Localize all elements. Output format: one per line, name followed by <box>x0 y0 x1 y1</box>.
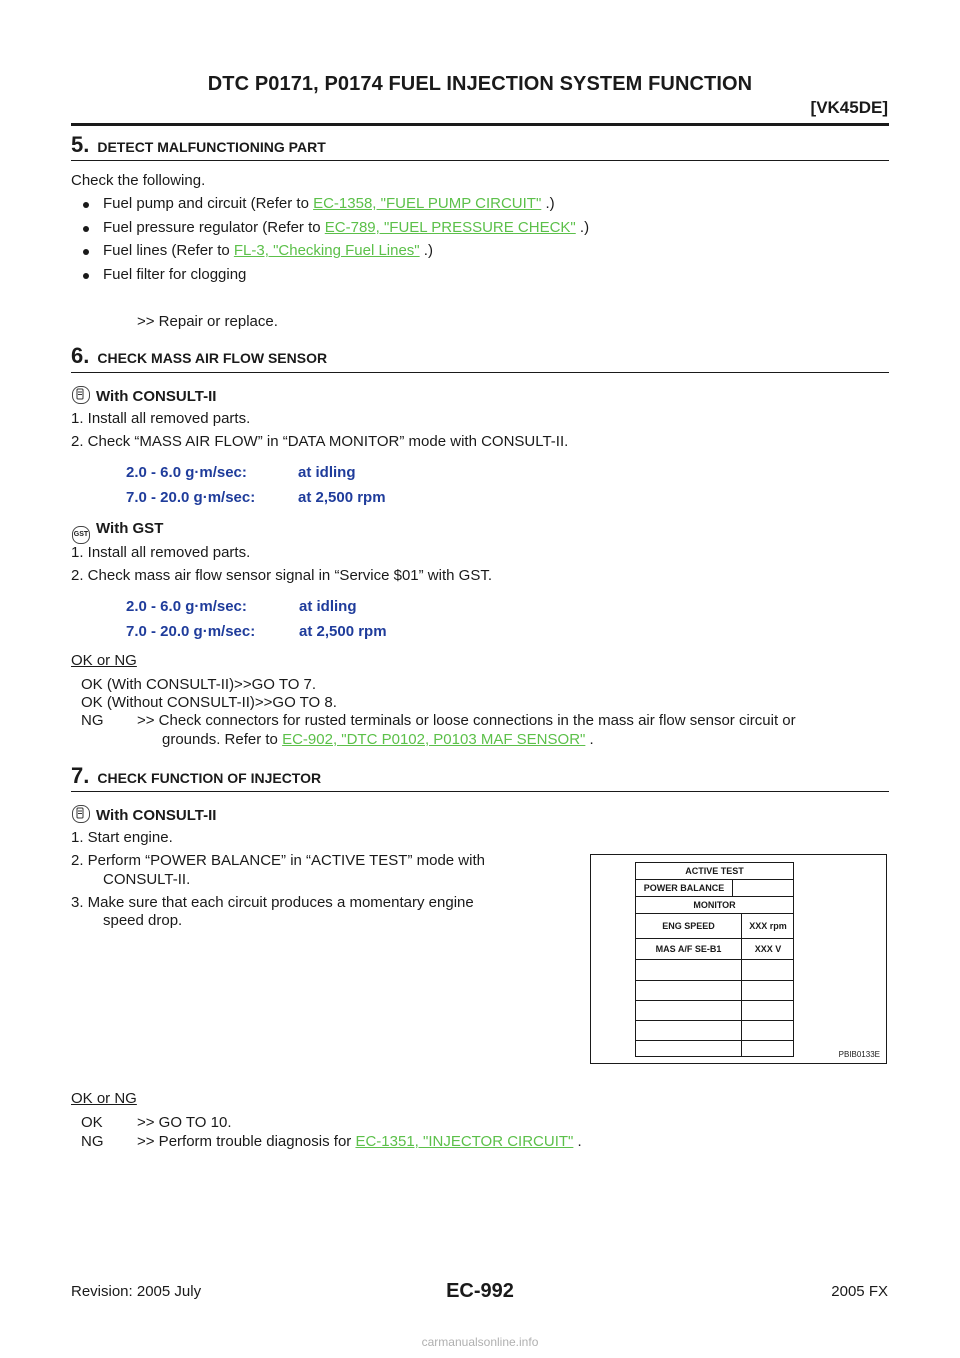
step-5-number: 5. <box>71 132 90 157</box>
step-7-title: CHECK FUNCTION OF INJECTOR <box>97 770 322 786</box>
spec-condition: at 2,500 rpm <box>298 489 386 506</box>
table-row <box>636 981 793 1001</box>
step-6-heading <box>71 343 327 369</box>
spec-value: 2.0 - 6.0 g·m/sec: <box>126 464 247 481</box>
step-6-title: CHECK MASS AIR FLOW SENSOR <box>97 350 328 366</box>
table-row <box>636 1021 793 1041</box>
revision-date: Revision: 2005 July <box>71 1283 202 1300</box>
monitor-label: MONITOR <box>693 900 736 910</box>
consult-screen <box>635 862 794 1057</box>
active-test-figure <box>590 854 887 1064</box>
gst-step-2: 2. Check mass air flow sensor signal in “Service $01” with GST. <box>71 567 492 584</box>
ok-result-text: >> GO TO 10. <box>137 1114 232 1131</box>
step-5-heading <box>71 132 326 158</box>
link-fuel-pump-circuit[interactable]: EC-1358, "FUEL PUMP CIRCUIT" <box>313 195 542 212</box>
consult-icon <box>72 805 90 823</box>
step-5-rule <box>71 160 889 161</box>
gst-label: GST With GST <box>72 520 163 544</box>
step-7-item-2-cont: CONSULT-II. <box>103 871 191 888</box>
consult-step-1: 1. Install all removed parts. <box>71 410 251 427</box>
spec-value: 7.0 - 20.0 g·m/sec: <box>126 489 256 506</box>
engine-code: [VK45DE] <box>810 98 888 117</box>
page-number: EC-992 <box>446 1280 514 1302</box>
spec-value: 2.0 - 6.0 g·m/sec: <box>126 598 247 615</box>
link-maf-sensor[interactable]: EC-902, "DTC P0102, P0103 MAF SENSOR" <box>282 731 586 748</box>
list-item: Fuel pressure regulator (Refer to EC-789, "FUEL PRESSURE CHECK" .) <box>103 219 590 236</box>
spec-condition: at 2,500 rpm <box>299 623 387 640</box>
spec-condition: at idling <box>298 464 356 481</box>
table-row <box>636 1041 793 1057</box>
ng-result-text: >> Check connectors for rusted terminals or loose connections in the mass air flow sensor circuit or <box>137 712 796 729</box>
ok-result-1: OK (With CONSULT-II)>>GO TO 7. <box>81 676 317 693</box>
screen-title: ACTIVE TEST <box>685 866 744 876</box>
spec-condition: at idling <box>299 598 357 615</box>
consult-step-2: 2. Check “MASS AIR FLOW” in “DATA MONITOR” mode with CONSULT-II. <box>71 433 569 450</box>
spec-value: 7.0 - 20.0 g·m/sec: <box>126 623 256 640</box>
list-item: Fuel filter for clogging <box>103 266 247 283</box>
consult-label: With CONSULT-II <box>72 386 216 405</box>
step-7-item-3-cont: speed drop. <box>103 912 183 929</box>
step-6-rule <box>71 372 889 373</box>
link-injector-circuit[interactable]: EC-1351, "INJECTOR CIRCUIT" <box>355 1133 574 1150</box>
gst-icon: GST <box>72 526 90 544</box>
power-balance-label: POWER BALANCE <box>636 880 733 896</box>
ok-result-2: OK (Without CONSULT-II)>>GO TO 8. <box>81 694 337 711</box>
page-title: DTC P0171, P0174 FUEL INJECTION SYSTEM FUNCTION <box>207 73 753 95</box>
model-year: 2005 FX <box>831 1283 888 1300</box>
ng-label: NG <box>81 712 104 729</box>
step-7-item-1: 1. Start engine. <box>71 829 173 846</box>
figure-code: PBIB0133E <box>838 1050 880 1059</box>
step-6-number: 6. <box>71 343 90 368</box>
ng-label: NG <box>81 1133 104 1150</box>
step-5-intro: Check the following. <box>71 172 206 189</box>
list-item: Fuel pump and circuit (Refer to EC-1358, "FUEL PUMP CIRCUIT" .) <box>103 195 555 212</box>
ng-result-text-2: grounds. Refer to EC-902, "DTC P0102, P0103 MAF SENSOR" . <box>162 731 594 748</box>
table-row: MAS A/F SE-B1 XXX V <box>636 939 793 960</box>
table-row <box>636 1001 793 1021</box>
step-5-title: DETECT MALFUNCTIONING PART <box>97 139 326 155</box>
ok-or-ng-label: OK or NG <box>71 652 137 669</box>
gst-step-1: 1. Install all removed parts. <box>71 544 251 561</box>
ng-result-text: >> Perform trouble diagnosis for EC-1351, "INJECTOR CIRCUIT" . <box>137 1133 582 1150</box>
step-7-rule <box>71 791 889 792</box>
table-row <box>636 960 793 981</box>
ok-label: OK <box>81 1114 103 1131</box>
step-7-item-3: 3. Make sure that each circuit produces a momentary engine <box>71 894 474 911</box>
ok-or-ng-label: OK or NG <box>71 1090 137 1107</box>
watermark: carmanualsonline.info <box>421 1335 539 1349</box>
step-7-heading <box>71 763 321 789</box>
consult-label: With CONSULT-II <box>72 805 216 824</box>
step-5-action: >> Repair or replace. <box>137 313 278 330</box>
consult-icon <box>72 386 90 404</box>
step-7-number: 7. <box>71 763 90 788</box>
link-checking-fuel-lines[interactable]: FL-3, "Checking Fuel Lines" <box>233 242 420 259</box>
list-item: Fuel lines (Refer to FL-3, "Checking Fuel Lines" .) <box>103 242 433 259</box>
table-row: ENG SPEED XXX rpm <box>636 914 793 939</box>
link-fuel-pressure-check[interactable]: EC-789, "FUEL PRESSURE CHECK" <box>324 219 576 236</box>
step-7-item-2: 2. Perform “POWER BALANCE” in “ACTIVE TEST” mode with <box>71 852 485 869</box>
header-rule <box>71 123 889 126</box>
